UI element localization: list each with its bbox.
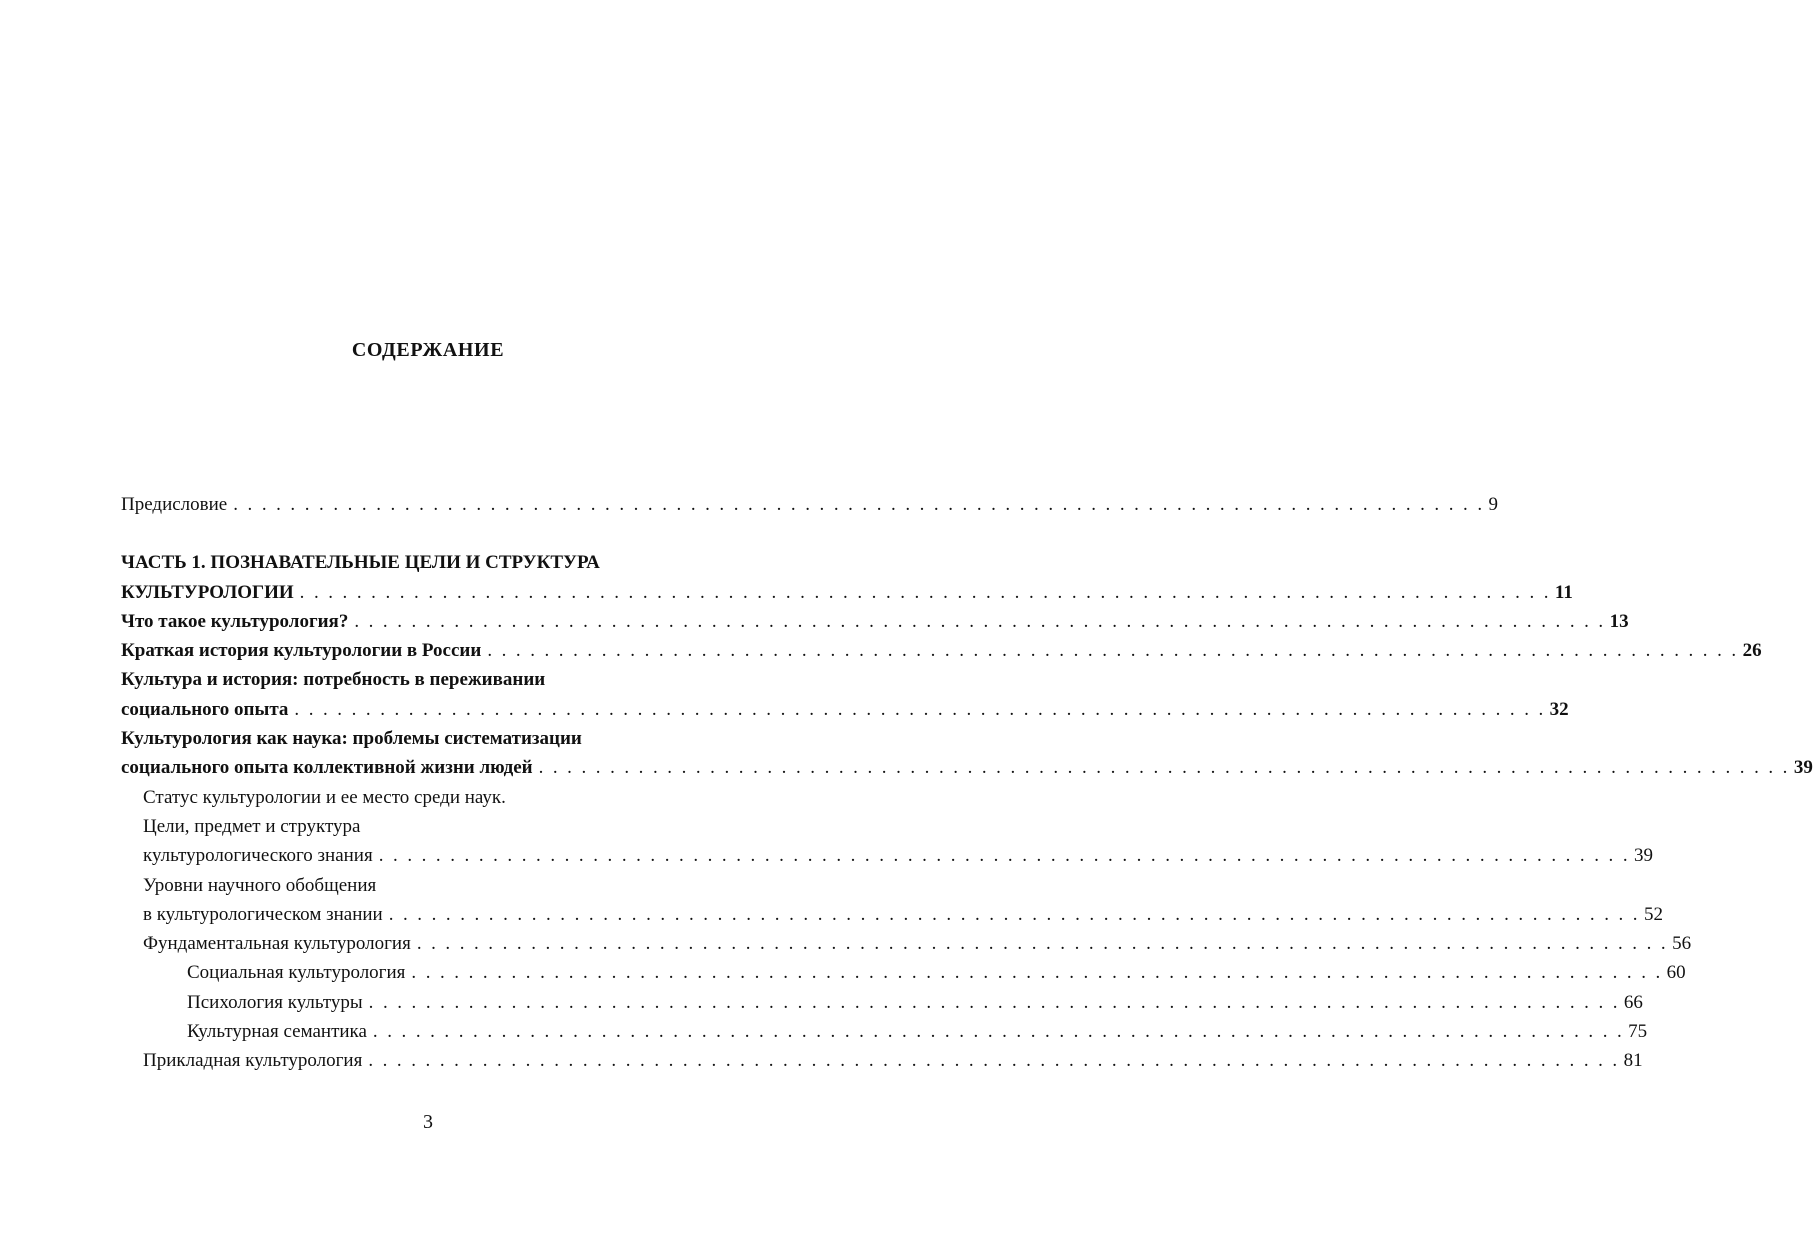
toc-page-number: 32 xyxy=(1549,698,1569,720)
toc-entry-text: Что такое культурология? xyxy=(121,610,349,632)
toc-page-number: 26 xyxy=(1742,640,1762,662)
dot-leader: . . . . . . . . . . . . . . . . . . . . . . . . . . . . . . . . . . . . . . . . . . . . . . . . . . . . . . . . . . . . . . . . . . . . . . . . . . . . . . . . . . . . . . . . xyxy=(378,845,1630,867)
dot-leader: . . . . . . . . . . . . . . . . . . . . . . . . . . . . . . . . . . . . . . . . . . . . . . . . . . . . . . . . . . . . . . . . . . . . . . . . . . . . . . . . . . . . . . . . xyxy=(388,903,1640,925)
toc-entry-text: Фундаментальная культурология xyxy=(143,933,411,955)
page-title: СОДЕРЖАНИЕ xyxy=(351,339,505,361)
toc-entry-semantics[interactable] xyxy=(121,1017,1648,1046)
dot-leader: . . . . . . . . . . . . . . . . . . . . . . . . . . . . . . . . . . . . . . . . . . . . . . . . . . . . . . . . . . . . . . . . . . . . . . . . . . . . . . . . . . . . . . . . xyxy=(487,640,1739,662)
toc-page-number: 9 xyxy=(1488,494,1498,515)
toc-entry-text: Статус культурологии и ее место среди наук. xyxy=(143,786,506,808)
toc-entry-text: КУЛЬТУРОЛОГИИ xyxy=(121,581,294,603)
dot-leader: . . . . . . . . . . . . . . . . . . . . . . . . . . . . . . . . . . . . . . . . . . . . . . . . . . . . . . . . . . . . . . . . . . . . . . . . . . . . . . . . . . . . . . . . xyxy=(368,1050,1620,1072)
dot-leader: . . . . . . . . . . . . . . . . . . . . . . . . . . . . . . . . . . . . . . . . . . . . . . . . . . . . . . . . . . . . . . . . . . . . . . . . . . . . . . . . . . . . . . . . xyxy=(354,610,1606,632)
toc-entry-levels-line1[interactable] xyxy=(121,871,736,900)
dot-leader: . . . . . . . . . . . . . . . . . . . . . . . . . . . . . . . . . . . . . . . . . . . . . . . . . . . . . . . . . . . . . . . . . . . . . . . . . . . . . . . . . . . . . . . . xyxy=(233,494,1485,515)
dot-leader: . . . . . . . . . . . . . . . . . . . . . . . . . . . . . . . . . . . . . . . . . . . . . . . . . . . . . . . . . . . . . . . . . . . . . . . . . . . . . . . . . . . . . . . . xyxy=(372,1021,1625,1043)
toc-entry-applied[interactable] xyxy=(121,1046,1643,1075)
toc-entry-psychology[interactable] xyxy=(121,988,1643,1017)
toc-entry-status-line1[interactable] xyxy=(121,783,736,812)
dot-leader: . . . . . . . . . . . . . . . . . . . . . . . . . . . . . . . . . . . . . . . . . . . . . . . . . . . . . . . . . . . . . . . . . . . . . . . . . . . . . . . . . . . . . . . . xyxy=(416,933,1669,955)
toc-page-number: 39 xyxy=(1633,845,1653,867)
toc-page-number: 75 xyxy=(1628,1021,1648,1043)
dot-leader: . . . . . . . . . . . . . . . . . . . . . . . . . . . . . . . . . . . . . . . . . . . . . . . . . . . . . . . . . . . . . . . . . . . . . . . . . . . . . . . . . . . . . . . . xyxy=(299,581,1551,603)
toc-entry-science-line2[interactable] xyxy=(121,753,1813,782)
dot-leader: . . . . . . . . . . . . . . . . . . . . . . . . . . . . . . . . . . . . . . . . . . . . . . . . . . . . . . . . . . . . . . . . . . . . . . . . . . . . . . . . . . . . . . . . xyxy=(538,757,1790,779)
toc-entry-text: социального опыта коллективной жизни людей xyxy=(121,757,533,779)
toc-entry-levels-line2[interactable] xyxy=(121,900,1663,929)
toc-page-number: 56 xyxy=(1672,933,1692,955)
toc-entry-text: в культурологическом знании xyxy=(143,903,383,925)
toc-entry-what-is-culturology[interactable] xyxy=(121,607,1629,636)
toc-entry-brief-history[interactable] xyxy=(121,636,1762,665)
toc-entry-status-line2[interactable] xyxy=(121,812,736,841)
toc-page-number: 66 xyxy=(1623,991,1643,1013)
toc-entry-text: Культура и история: потребность в переживании xyxy=(121,669,546,691)
toc-entry-science-line1[interactable] xyxy=(121,724,736,753)
toc-entry-text: Прикладная культурология xyxy=(143,1050,363,1072)
toc-page-number: 81 xyxy=(1623,1050,1643,1072)
toc-page-number: 13 xyxy=(1609,610,1629,632)
toc-page-number: 52 xyxy=(1643,903,1663,925)
dot-leader: . . . . . . . . . . . . . . . . . . . . . . . . . . . . . . . . . . . . . . . . . . . . . . . . . . . . . . . . . . . . . . . . . . . . . . . . . . . . . . . . . . . . . . . . xyxy=(411,962,1663,984)
toc-entry-part1-line2[interactable] xyxy=(121,578,1573,607)
toc-entry-text: Цели, предмет и структура xyxy=(143,815,361,837)
toc-entry-text: Культурная семантика xyxy=(187,1021,367,1043)
toc-entry-text: Предисловие xyxy=(121,494,228,515)
toc-entry-text: Психология культуры xyxy=(187,991,363,1013)
dot-leader: . . . . . . . . . . . . . . . . . . . . . . . . . . . . . . . . . . . . . . . . . . . . . . . . . . . . . . . . . . . . . . . . . . . . . . . . . . . . . . . . . . . . . . . . xyxy=(368,991,1620,1013)
toc-entry-fundamental[interactable] xyxy=(121,929,1692,958)
toc-entry-status-line3[interactable] xyxy=(121,841,1653,870)
toc-entry-text: Краткая история культурологии в России xyxy=(121,640,482,662)
toc-entry-text: Социальная культурология xyxy=(187,962,406,984)
toc-entry-text: культурологического знания xyxy=(143,845,373,867)
dot-leader: . . . . . . . . . . . . . . . . . . . . . . . . . . . . . . . . . . . . . . . . . . . . . . . . . . . . . . . . . . . . . . . . . . . . . . . . . . . . . . . . . . . . . . . . xyxy=(294,698,1546,720)
page-number: 3 xyxy=(423,1111,433,1133)
toc-entry-social[interactable] xyxy=(121,958,1686,987)
toc-entry-culture-history-line1[interactable] xyxy=(121,665,736,694)
table-of-contents xyxy=(121,490,1813,1076)
toc-entry-culture-history-line2[interactable] xyxy=(121,695,1569,724)
toc-entry-part1-line1[interactable] xyxy=(121,548,736,577)
toc-page-number: 60 xyxy=(1666,962,1686,984)
toc-entry-text: социального опыта xyxy=(121,698,289,720)
toc-entry-preface[interactable] xyxy=(121,490,1498,519)
toc-entry-text: Уровни научного обобщения xyxy=(143,874,377,896)
toc-page-number: 39 xyxy=(1793,757,1813,779)
toc-entry-text: Культурология как наука: проблемы систематизации xyxy=(121,728,582,750)
toc-entry-text: ЧАСТЬ 1. ПОЗНАВАТЕЛЬНЫЕ ЦЕЛИ И СТРУКТУРА xyxy=(121,552,600,574)
toc-page-number: 11 xyxy=(1554,581,1573,603)
